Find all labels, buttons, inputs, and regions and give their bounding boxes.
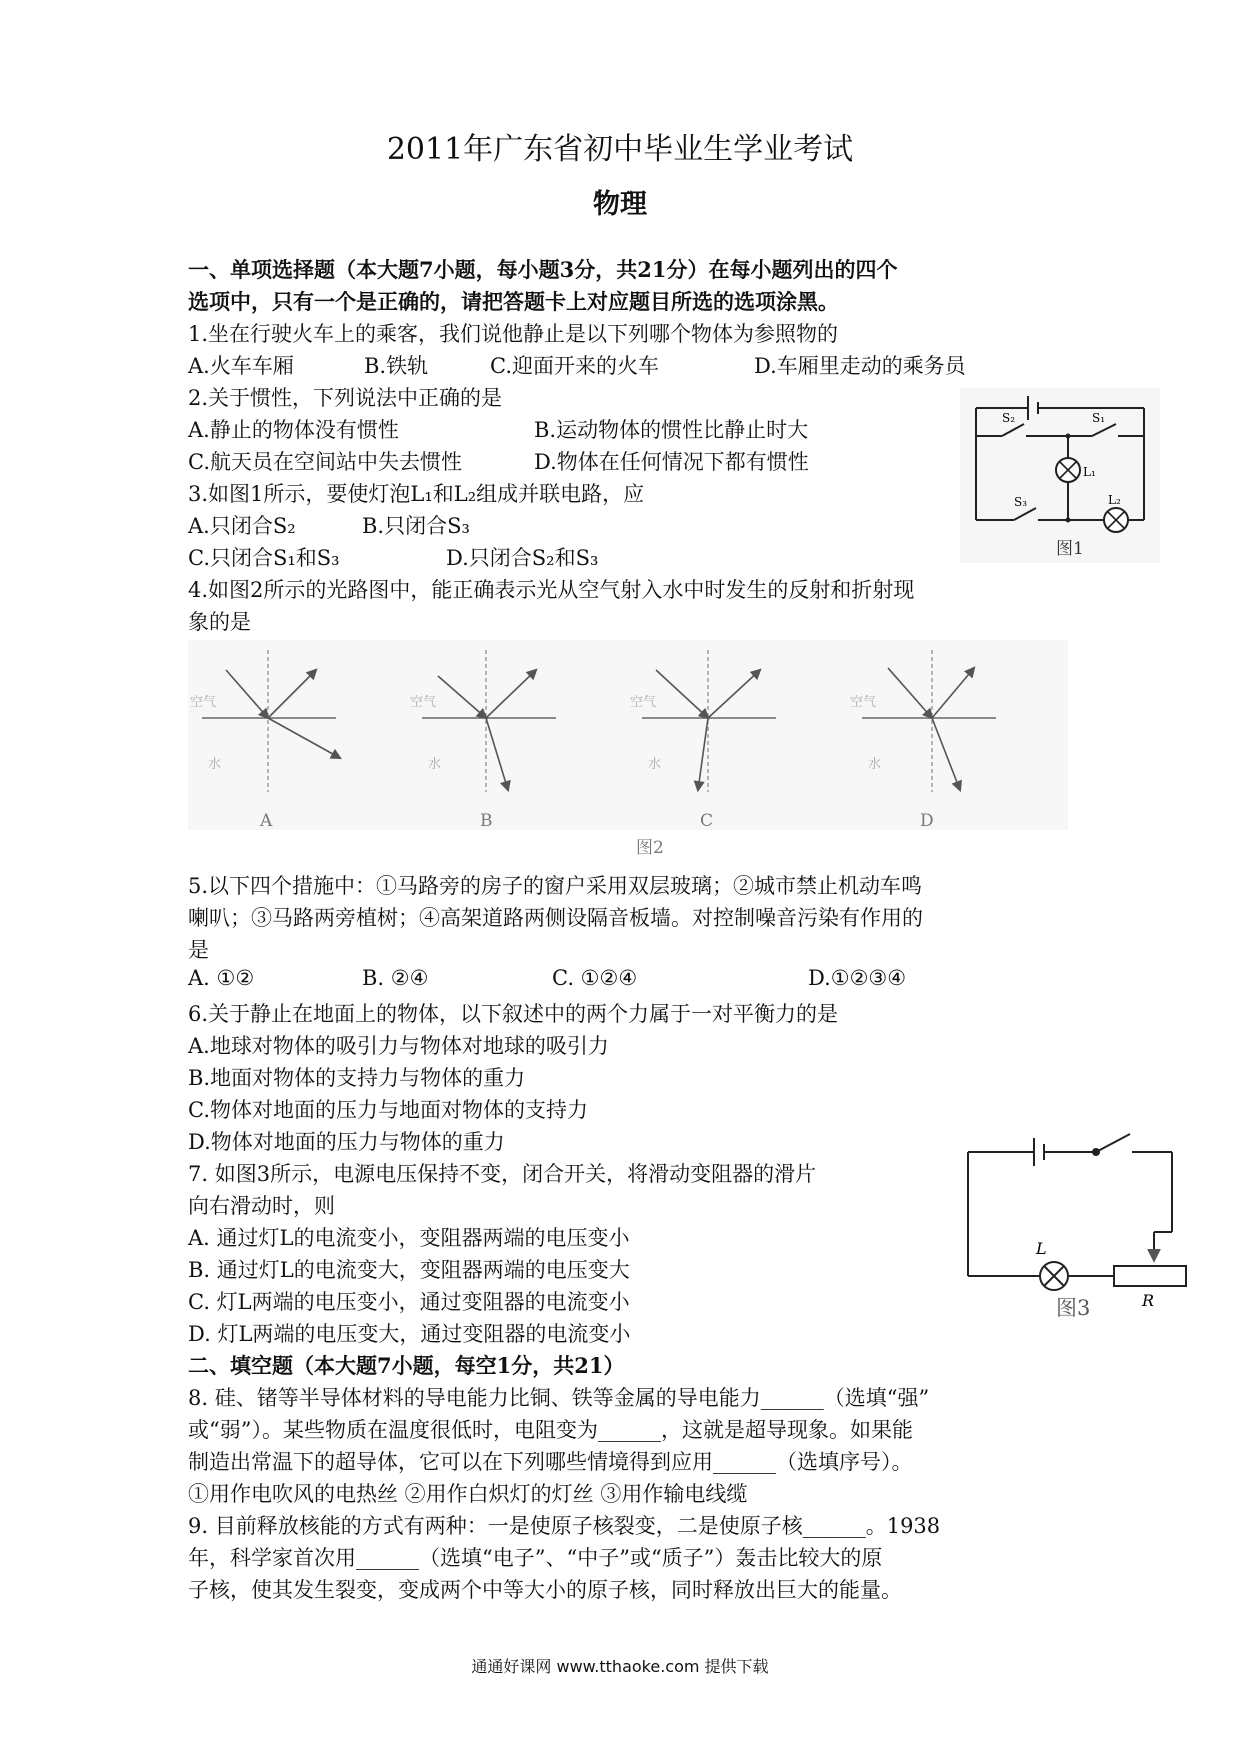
q3-stem: 3.如图1所示，要使灯泡L₁和L₂组成并联电路，应: [188, 482, 645, 506]
figure-2-caption: 图2: [636, 838, 664, 858]
label-s1: S₁: [1092, 411, 1106, 425]
q3-option-a: A.只闭合S₂: [188, 514, 296, 538]
rheostat-r: [1114, 1266, 1186, 1286]
q8-line1: 8. 硅、锗等半导体材料的导电能力比铜、铁等金属的导电能力______（选填“强”: [188, 1386, 930, 1410]
q3-option-b: B.只闭合S₃: [362, 514, 470, 538]
option-label: A: [260, 811, 273, 831]
q8-line2: 或“弱”）。某些物质在温度很低时，电阻变为______，这就是超导现象。如果能: [188, 1418, 913, 1442]
air-label: 空气: [850, 695, 877, 710]
q2-stem: 2.关于惯性，下列说法中正确的是: [188, 386, 503, 410]
figure-1-circuit: [960, 388, 1160, 563]
q4-stem-line1: 4.如图2所示的光路图中，能正确表示光从空气射入水中时发生的反射和折射现: [188, 578, 915, 602]
q5-option-a: A. ①②: [188, 966, 255, 990]
q3-option-d: D.只闭合S₂和S₃: [446, 546, 599, 570]
q6-option-b: B.地面对物体的支持力与物体的重力: [188, 1066, 526, 1090]
q7-option-a: A. 通过灯L的电流变小，变阻器两端的电压变小: [188, 1226, 630, 1250]
q1-option-a: A.火车车厢: [188, 354, 294, 378]
section2-heading: 二、填空题（本大题7小题，每空1分，共21）: [188, 1353, 625, 1378]
q7-stem-line1: 7. 如图3所示，电源电压保持不变，闭合开关，将滑动变阻器的滑片: [188, 1162, 817, 1186]
label-s2: S₂: [1002, 411, 1016, 425]
air-label: 空气: [410, 695, 437, 710]
option-label: C: [700, 811, 714, 831]
label-s3: S₃: [1014, 495, 1028, 509]
water-label: 水: [208, 757, 222, 772]
exam-title: 2011年广东省初中毕业生学业考试: [386, 132, 854, 167]
figure-2-light-paths: [188, 640, 1068, 860]
footer-download-note: 通通好课网 www.tthaoke.com 提供下载: [471, 1657, 769, 1676]
q5-stem-line3: 是: [188, 938, 209, 962]
q1-option-b: B.铁轨: [364, 354, 429, 378]
q2-option-c: C.航天员在空间站中失去惯性: [188, 450, 462, 474]
q5-stem-line1: 5.以下四个措施中：①马路旁的房子的窗户采用双层玻璃；②城市禁止机动车鸣: [188, 874, 923, 898]
section1-heading-line2: 选项中，只有一个是正确的，请把答题卡上对应题目所选的选项涂黑。: [188, 289, 839, 314]
air-label: 空气: [190, 695, 217, 710]
q6-stem: 6.关于静止在地面上的物体，以下叙述中的两个力属于一对平衡力的是: [188, 1002, 839, 1026]
option-label: B: [480, 811, 493, 831]
q2-option-b: B.运动物体的惯性比静止时大: [534, 418, 809, 442]
figure-1-caption: 图1: [1056, 539, 1084, 559]
label-l1: L₁: [1083, 465, 1096, 479]
water-label: 水: [868, 757, 882, 772]
q5-stem-line2: 喇叭；③马路两旁植树；④高架道路两侧设隔音板墙。对控制噪音污染有作用的: [188, 906, 923, 930]
q5-option-d: D.①②③④: [808, 966, 907, 990]
q9-line2: 年，科学家首次用______（选填“电子”、“中子”或“质子”）轰击比较大的原: [188, 1546, 883, 1570]
figure-3-caption: 图3: [1056, 1296, 1091, 1320]
subject-title: 物理: [593, 189, 647, 220]
water-label: 水: [428, 757, 442, 772]
q6-option-a: A.地球对物体的吸引力与物体对地球的吸引力: [188, 1034, 609, 1058]
q6-option-c: C.物体对地面的压力与地面对物体的支持力: [188, 1098, 588, 1122]
figure-3-circuit: [960, 1126, 1190, 1316]
figure-2-background: [188, 640, 1068, 830]
option-label: D: [920, 811, 934, 831]
q8-line3: 制造出常温下的超导体，它可以在下列哪些情境得到应用______（选填序号）。: [188, 1450, 913, 1474]
air-label: 空气: [630, 695, 657, 710]
water-label: 水: [648, 757, 662, 772]
q2-option-d: D.物体在任何情况下都有惯性: [534, 450, 809, 474]
q6-option-d: D.物体对地面的压力与物体的重力: [188, 1130, 505, 1154]
label-l: L: [1036, 1239, 1047, 1258]
q2-option-a: A.静止的物体没有惯性: [188, 418, 399, 442]
q1-option-c: C.迎面开来的火车: [490, 354, 659, 378]
q5-option-c: C. ①②④: [552, 966, 638, 990]
q5-option-b: B. ②④: [362, 966, 429, 990]
q1-stem: 1.坐在行驶火车上的乘客，我们说他静止是以下列哪个物体为参照物的: [188, 322, 839, 346]
q9-line1: 9. 目前释放核能的方式有两种：一是使原子核裂变，二是使原子核______。1938: [188, 1514, 941, 1538]
label-l2: L₂: [1108, 493, 1121, 507]
q7-stem-line2: 向右滑动时，则: [188, 1194, 335, 1218]
section1-heading-line1: 一、单项选择题（本大题7小题，每小题3分，共21分）在每小题列出的四个: [188, 257, 898, 282]
q8-line4: ①用作电吹风的电热丝 ②用作白炽灯的灯丝 ③用作输电线缆: [188, 1482, 748, 1506]
q3-option-c: C.只闭合S₁和S₃: [188, 546, 340, 570]
q7-option-c: C. 灯L两端的电压变小，通过变阻器的电流变小: [188, 1290, 630, 1314]
label-r: R: [1142, 1291, 1155, 1310]
q4-stem-line2: 象的是: [188, 610, 251, 634]
q1-option-d: D.车厢里走动的乘务员: [754, 354, 966, 378]
switch: [1096, 1134, 1130, 1152]
q7-option-d: D. 灯L两端的电压变大，通过变阻器的电流变小: [188, 1322, 631, 1346]
q7-option-b: B. 通过灯L的电流变大，变阻器两端的电压变大: [188, 1258, 630, 1282]
q9-line3: 子核，使其发生裂变，变成两个中等大小的原子核，同时释放出巨大的能量。: [188, 1578, 902, 1602]
